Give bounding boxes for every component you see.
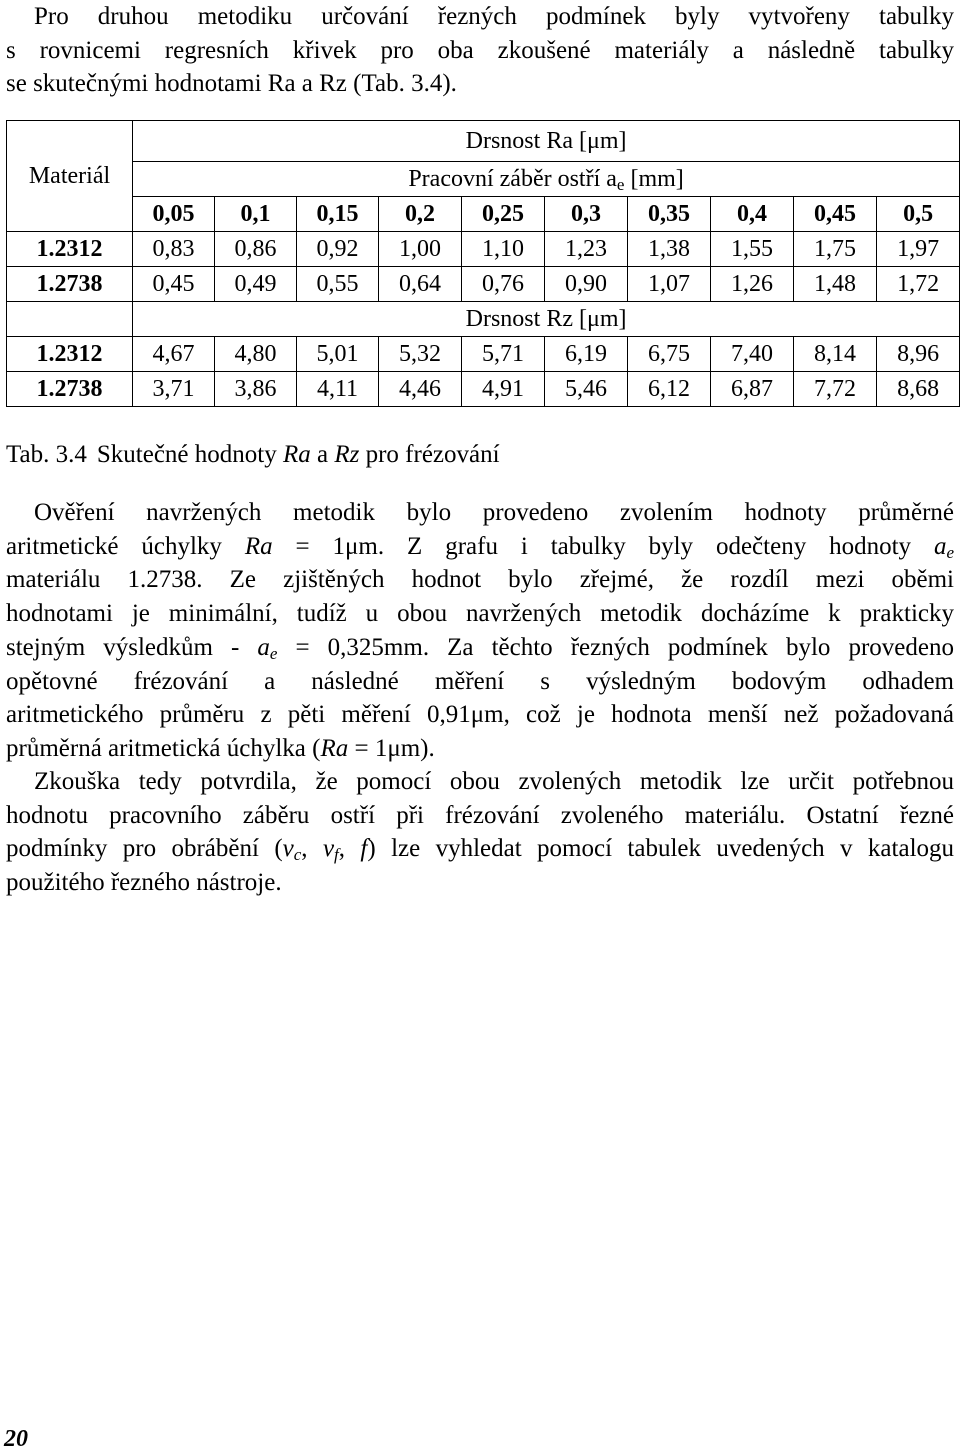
body-line: opětovné frézování a následné měření s výsledným bodovým odhadem	[6, 667, 954, 695]
blank-cell	[7, 302, 133, 337]
table-header-row	[7, 121, 960, 162]
depth-cell: 0,3	[545, 197, 628, 232]
depth-title: Pracovní záběr ostří $a_e$ [mm]	[133, 162, 960, 197]
depth-cell: 0,25	[462, 197, 545, 232]
intro-line: se skutečnými hodnotami Ra a Rz (Tab. 3.4).	[6, 70, 457, 98]
value-cell: 0,76	[462, 267, 545, 302]
table-row	[7, 372, 960, 407]
value-cell: 8,14	[794, 337, 877, 372]
value-cell: 4,80	[215, 337, 297, 372]
value-cell: 4,67	[133, 337, 215, 372]
value-cell: 6,12	[628, 372, 711, 407]
material-header: Materiál	[28, 163, 111, 189]
value-cell: 1,07	[628, 267, 711, 302]
body-line: podmínky pro obrábění ($v_c$, $v_f$, f) lze vyhledat pomocí tabulek uvedených v katalogu	[6, 835, 955, 865]
value-cell: 1,26	[711, 267, 794, 302]
depth-row	[7, 197, 960, 232]
value-cell: 5,71	[462, 337, 545, 372]
body-line: průměrná aritmetická úchylka (Ra = 1μm).	[6, 734, 435, 762]
body-line: aritmetického průměru z pěti měření 0,91μm, což je hodnota menší než požadovaná	[6, 701, 954, 729]
value-cell: 0,90	[545, 267, 628, 302]
table-row	[7, 232, 960, 267]
value-cell: 4,46	[379, 372, 462, 407]
value-cell: 8,68	[877, 372, 960, 407]
value-cell: 0,45	[133, 267, 215, 302]
body-line: použitého řezného nástroje.	[6, 869, 282, 897]
depth-cell: 0,4	[711, 197, 794, 232]
value-cell: 1,38	[628, 232, 711, 267]
value-cell: 1,55	[711, 232, 794, 267]
value-cell: 1,10	[462, 232, 545, 267]
value-cell: 1,72	[877, 267, 960, 302]
material-cell: 1.2312	[7, 232, 133, 267]
rz-title: Drsnost Rz [μm]	[133, 302, 960, 337]
depth-cell: 0,2	[379, 197, 462, 232]
material-cell: 1.2738	[7, 372, 133, 407]
value-cell: 1,00	[379, 232, 462, 267]
body-line: hodnotami je minimální, tudíž u obou navržených metodik docházíme k prakticky	[6, 600, 954, 628]
depth-cell: 0,45	[794, 197, 877, 232]
depth-cell: 0,5	[877, 197, 960, 232]
value-cell: 6,19	[545, 337, 628, 372]
value-cell: 4,11	[297, 372, 379, 407]
table-row	[7, 267, 960, 302]
value-cell: 0,64	[379, 267, 462, 302]
body-line: Ověření navržených metodik bylo provedeno zvolením hodnoty průměrné	[34, 499, 954, 526]
depth-cell: 0,1	[215, 197, 297, 232]
value-cell: 1,97	[877, 232, 960, 267]
intro-line: Pro druhou metodiku určování řezných podmínek byly vytvořeny tabulky	[34, 3, 954, 30]
material-cell: 1.2312	[7, 337, 133, 372]
depth-cell: 0,05	[133, 197, 215, 232]
value-cell: 0,49	[215, 267, 297, 302]
table-row	[7, 337, 960, 372]
value-cell: 7,40	[711, 337, 794, 372]
table-header-row	[7, 162, 960, 197]
value-cell: 0,83	[133, 232, 215, 267]
value-cell: 5,32	[379, 337, 462, 372]
value-cell: 6,75	[628, 337, 711, 372]
value-cell: 8,96	[877, 337, 960, 372]
body-line: stejným výsledkům - $a_e = 0,325mm$. Za těchto řezných podmínek bylo provedeno	[6, 633, 954, 663]
value-cell: 4,91	[462, 372, 545, 407]
rz-title-row	[7, 302, 960, 337]
body-paragraph	[6, 496, 954, 766]
value-cell: 0,55	[297, 267, 379, 302]
value-cell: 0,86	[215, 232, 297, 267]
value-cell: 7,72	[794, 372, 877, 407]
body-line: aritmetické úchylky Ra = 1μm. Z grafu i tabulky byly odečteny hodnoty $a_e$	[6, 532, 955, 562]
value-cell: 5,01	[297, 337, 379, 372]
depth-cell: 0,35	[628, 197, 711, 232]
ra-title: Drsnost Ra [μm]	[133, 121, 960, 162]
table-caption: Tab. 3.4 Skutečné hodnoty Ra a Rz pro frézování	[6, 441, 500, 468]
value-cell: 5,46	[545, 372, 628, 407]
material-header-cell	[7, 121, 133, 232]
body-line: hodnotu pracovního záběru ostří při frézování zvoleného materiálu. Ostatní řezné	[6, 801, 954, 829]
page-number: 20	[4, 1426, 28, 1452]
body-line: materiálu 1.2738. Ze zjištěných hodnot bylo zřejmé, že rozdíl mezi oběmi	[6, 566, 954, 594]
value-cell: 3,71	[133, 372, 215, 407]
roughness-table	[6, 120, 960, 407]
value-cell: 1,23	[545, 232, 628, 267]
intro-paragraph	[6, 0, 954, 101]
value-cell: 1,48	[794, 267, 877, 302]
intro-line: s rovnicemi regresních křivek pro oba zkoušené materiály a následně tabulky	[6, 36, 954, 64]
value-cell: 1,75	[794, 232, 877, 267]
body-paragraph	[6, 765, 954, 900]
material-cell: 1.2738	[7, 267, 133, 302]
value-cell: 0,92	[297, 232, 379, 267]
body-line: Zkouška tedy potvrdila, že pomocí obou zvolených metodik lze určit potřebnou	[34, 768, 954, 795]
value-cell: 3,86	[215, 372, 297, 407]
value-cell: 6,87	[711, 372, 794, 407]
depth-cell: 0,15	[297, 197, 379, 232]
